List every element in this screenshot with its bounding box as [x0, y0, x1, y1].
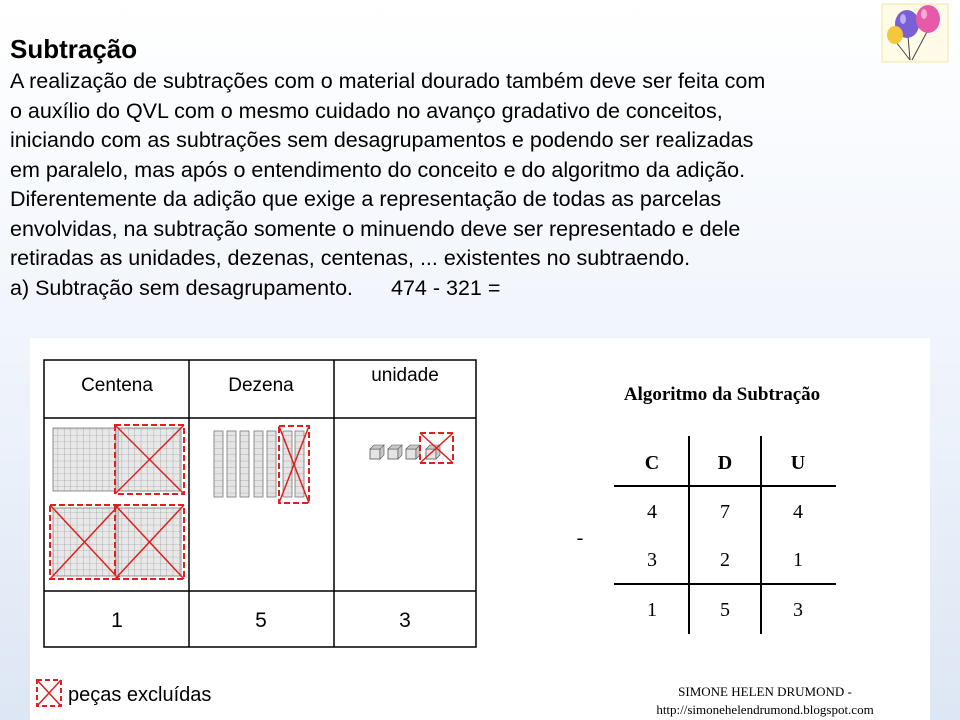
paragraph-line: em paralelo, mas após o entendimento do conceito e do algoritmo da adição. [10, 157, 746, 182]
algo-result-c: 1 [647, 599, 657, 621]
excluded-piece-icon [37, 680, 61, 706]
algo-result-d: 5 [720, 599, 730, 621]
algo-result-u: 3 [793, 599, 803, 621]
algo-minuend-c: 4 [647, 501, 657, 523]
cubo-piece [388, 445, 402, 459]
algo-header-d: D [717, 452, 733, 474]
paragraph-line: iniciando com as subtrações sem desagrupamentos e podendo ser realizadas [10, 128, 754, 152]
equation: 474 - 321 = [391, 275, 501, 300]
qvl-header-centena: Centena [81, 375, 153, 396]
barra-pair-excluded [279, 426, 309, 503]
placa-piece-excluded [50, 505, 119, 579]
algo-minuend-u: 4 [793, 501, 803, 523]
placa-piece-excluded [115, 505, 184, 579]
qvl-result-dezena: 5 [255, 609, 267, 632]
barra-piece [214, 431, 223, 497]
algo-subtrahend-d: 2 [720, 549, 730, 571]
paragraph-line: o auxílio do QVL com o mesmo cuidado no avanço gradativo de conceitos, [10, 98, 723, 123]
cubo-piece-excluded [420, 433, 453, 463]
algo-subtrahend-u: 1 [793, 549, 803, 571]
paragraph-line: envolvidas, na subtração somente o minuendo deve ser representado e dele [10, 216, 741, 241]
placa-piece [53, 428, 116, 491]
placa-piece-excluded [115, 425, 184, 494]
algo-subtrahend-c: 3 [647, 549, 657, 571]
algo-header-c: C [644, 452, 660, 474]
paragraph-line: A realização de subtrações com o material dourado também deve ser feita com [10, 69, 766, 93]
footer-author: SIMONE HELEN DRUMOND - [678, 684, 852, 699]
qvl-table [44, 360, 476, 647]
qvl-result-centena: 1 [111, 609, 123, 632]
algo-header-u: U [790, 452, 806, 474]
legend-label: peças excluídas [68, 684, 212, 706]
qvl-result-unidade: 3 [399, 609, 411, 632]
barra-piece [267, 431, 276, 497]
item-label: a) Subtração sem desagrupamento. [10, 275, 354, 300]
algo-minuend-d: 7 [720, 501, 730, 523]
algorithm-title: Algoritmo da Subtração [623, 384, 821, 405]
cubo-piece [406, 445, 420, 459]
paragraph-line: Diferentemente da adição que exige a representação de todas as parcelas [10, 187, 722, 211]
barra-piece [254, 431, 263, 497]
qvl-header-unidade: unidade [371, 365, 439, 386]
footer-credit [610, 683, 920, 719]
cubo-piece [370, 445, 384, 459]
slide-title: Subtração [10, 34, 138, 64]
barra-piece [227, 431, 236, 497]
qvl-header-dezena: Dezena [228, 375, 294, 396]
paragraph-line: retiradas as unidades, dezenas, centenas, ... existentes no subtraendo. [10, 246, 691, 270]
barra-piece [240, 431, 249, 497]
minus-operator: - [576, 527, 584, 549]
footer-url: http://simonehelendrumond.blogspot.com [656, 702, 874, 717]
